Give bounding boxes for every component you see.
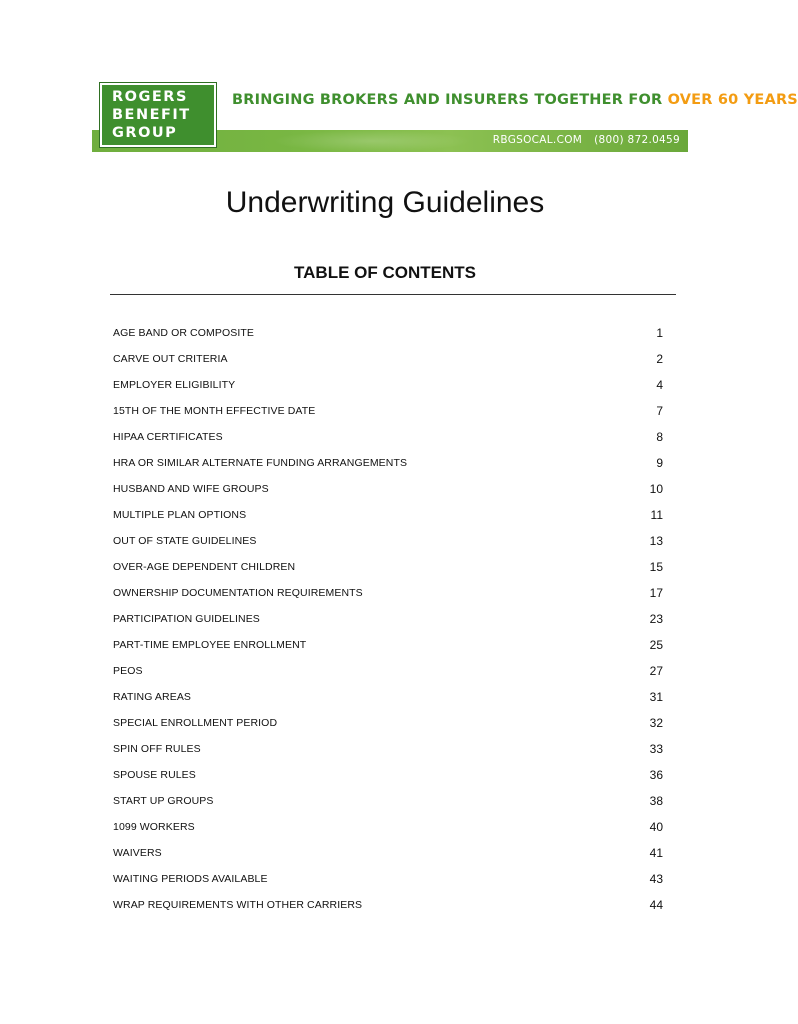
toc-entry-page: 11 — [650, 508, 663, 522]
table-of-contents — [113, 320, 663, 918]
toc-entry[interactable] — [113, 892, 663, 918]
toc-entry-page: 27 — [649, 664, 663, 678]
toc-entry[interactable] — [113, 632, 663, 658]
logo-line-3: GROUP — [112, 125, 178, 141]
toc-entry[interactable] — [113, 788, 663, 814]
phone-text: (800) 872.0459 — [594, 134, 680, 146]
toc-entry-label: AGE BAND OR COMPOSITE — [113, 327, 254, 339]
toc-entry-label: EMPLOYER ELIGIBILITY — [113, 379, 236, 391]
toc-entry-page: 10 — [649, 482, 663, 496]
toc-entry[interactable] — [113, 814, 663, 840]
toc-entry[interactable] — [113, 450, 663, 476]
toc-entry-label: OVER-AGE DEPENDENT CHILDREN — [113, 561, 296, 573]
toc-entry-label: OUT OF STATE GUIDELINES — [113, 535, 257, 547]
toc-entry-label: WAIVERS — [113, 847, 162, 859]
toc-entry[interactable] — [113, 424, 663, 450]
toc-entry-label: HRA OR SIMILAR ALTERNATE FUNDING ARRANGEMENTS — [113, 457, 408, 469]
toc-entry[interactable] — [113, 372, 663, 398]
toc-entry-label: MULTIPLE PLAN OPTIONS — [113, 509, 247, 521]
toc-entry-label: OWNERSHIP DOCUMENTATION REQUIREMENTS — [113, 587, 363, 599]
toc-entry-label: 1099 WORKERS — [113, 821, 195, 833]
toc-entry-label: RATING AREAS — [113, 691, 192, 703]
toc-entry-page: 13 — [649, 534, 663, 548]
toc-entry-label: HUSBAND AND WIFE GROUPS — [113, 483, 269, 495]
toc-entry[interactable] — [113, 762, 663, 788]
toc-entry-page: 8 — [656, 430, 663, 444]
toc-entry-label: WRAP REQUIREMENTS WITH OTHER CARRIERS — [113, 899, 363, 911]
toc-entry-page: 44 — [649, 898, 663, 912]
tagline-main: BRINGING BROKERS AND INSURERS TOGETHER FOR — [232, 92, 668, 108]
toc-entry[interactable] — [113, 502, 663, 528]
toc-entry-label: PARTICIPATION GUIDELINES — [113, 613, 260, 625]
header-banner — [92, 78, 798, 152]
toc-entry-page: 32 — [649, 716, 663, 730]
toc-entry-page: 33 — [649, 742, 663, 756]
toc-entry-label: WAITING PERIODS AVAILABLE — [113, 873, 268, 885]
toc-entry[interactable] — [113, 840, 663, 866]
toc-entry[interactable] — [113, 476, 663, 502]
toc-entry[interactable] — [113, 554, 663, 580]
toc-entry-page: 4 — [656, 378, 663, 392]
toc-entry[interactable] — [113, 866, 663, 892]
company-logo — [100, 83, 216, 147]
toc-entry[interactable] — [113, 684, 663, 710]
toc-entry-label: SPIN OFF RULES — [113, 743, 201, 755]
toc-entry-label: HIPAA CERTIFICATES — [113, 431, 223, 443]
toc-entry[interactable] — [113, 320, 663, 346]
toc-entry-label: CARVE OUT CRITERIA — [113, 353, 228, 365]
toc-entry-page: 15 — [649, 560, 663, 574]
toc-entry-page: 7 — [656, 404, 663, 418]
toc-entry-page: 1 — [656, 326, 663, 340]
toc-entry-page: 9 — [656, 456, 663, 470]
document-title: Underwriting Guidelines — [225, 186, 545, 219]
toc-entry-label: 15TH OF THE MONTH EFFECTIVE DATE — [113, 405, 316, 417]
toc-entry[interactable] — [113, 736, 663, 762]
toc-entry-label: SPECIAL ENROLLMENT PERIOD — [113, 717, 278, 729]
toc-entry-label: START UP GROUPS — [113, 795, 214, 807]
website-text: RBGSOCAL.COM — [492, 134, 583, 146]
contact-info — [493, 134, 680, 146]
toc-divider — [110, 294, 676, 295]
toc-entry-label: PART-TIME EMPLOYEE ENROLLMENT — [113, 639, 307, 651]
logo-line-1: ROGERS — [112, 89, 188, 105]
toc-entry-page: 23 — [649, 612, 663, 626]
toc-entry-page: 38 — [649, 794, 663, 808]
toc-entry-label: PEOS — [113, 665, 143, 677]
toc-entry-page: 36 — [649, 768, 663, 782]
toc-entry-label: SPOUSE RULES — [113, 769, 196, 781]
toc-heading: TABLE OF CONTENTS — [294, 263, 476, 282]
toc-entry[interactable] — [113, 658, 663, 684]
toc-entry[interactable] — [113, 528, 663, 554]
toc-entry-page: 25 — [649, 638, 663, 652]
toc-entry-page: 31 — [649, 690, 663, 704]
toc-entry-page: 43 — [649, 872, 663, 886]
toc-entry-page: 2 — [656, 352, 663, 366]
toc-entry[interactable] — [113, 346, 663, 372]
toc-entry[interactable] — [113, 398, 663, 424]
toc-entry[interactable] — [113, 580, 663, 606]
toc-entry-page: 40 — [649, 820, 663, 834]
toc-entry-page: 17 — [649, 586, 663, 600]
logo-line-2: BENEFIT — [112, 107, 191, 123]
toc-entry[interactable] — [113, 606, 663, 632]
company-tagline — [232, 92, 798, 108]
toc-entry-page: 41 — [649, 846, 663, 860]
toc-entry[interactable] — [113, 710, 663, 736]
tagline-accent: OVER 60 YEARS — [667, 92, 798, 108]
